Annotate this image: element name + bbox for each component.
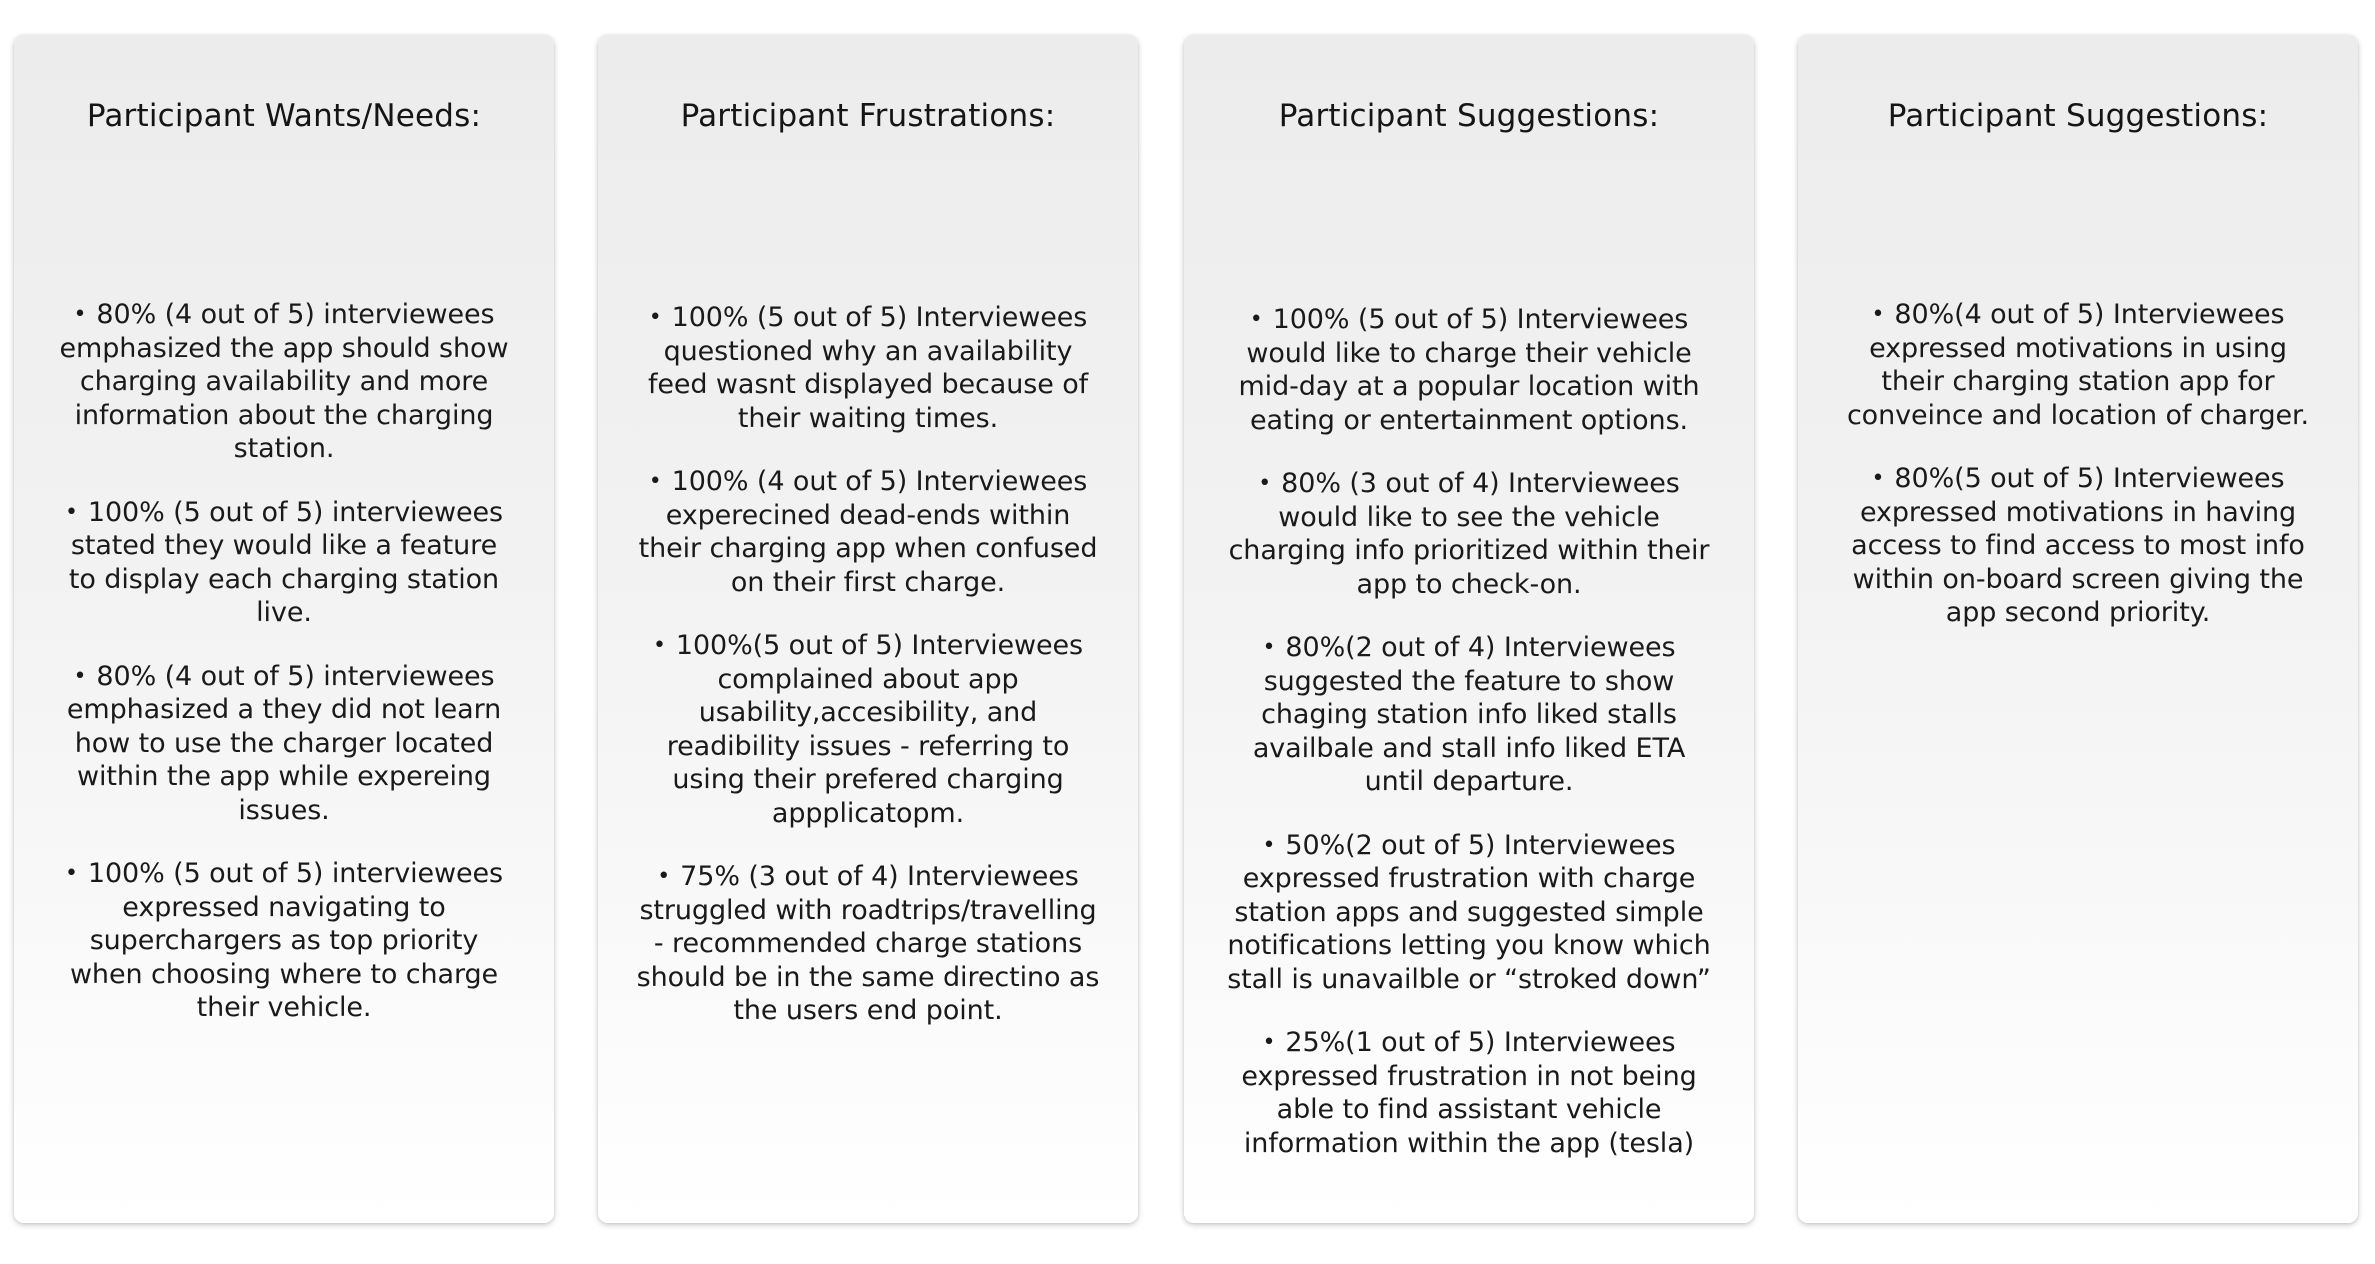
list-item bbox=[59, 496, 509, 630]
list-item bbox=[1846, 298, 2310, 432]
suggestions-card bbox=[1184, 35, 1754, 1223]
suggestions-card-secondary bbox=[1798, 35, 2358, 1223]
list-item bbox=[636, 465, 1100, 599]
list-item bbox=[1222, 829, 1716, 997]
findings-list bbox=[1846, 298, 2310, 660]
list-item-text: 100% (4 out of 5) Interviewees experecined dead-ends within their charging app when confused on their first charge. bbox=[638, 466, 1098, 598]
list-item-text: 100%(5 out of 5) Interviewees complained about app usability,accesibility, and readibility issues - referring to using their prefered charging appplicatopm. bbox=[666, 630, 1083, 829]
bullet-icon: • bbox=[1871, 302, 1885, 327]
bullet-icon: • bbox=[648, 469, 662, 494]
list-item-text: 80%(4 out of 5) Interviewees expressed motivations in using their charging station app for conveince and location of charger. bbox=[1846, 299, 2310, 431]
bullet-icon: • bbox=[1262, 832, 1276, 858]
frustrations-card bbox=[598, 35, 1138, 1223]
bullet-icon: • bbox=[1871, 466, 1885, 491]
list-item-text: 100% (5 out of 5) interviewees stated they would like a feature to display each charging station live. bbox=[68, 496, 504, 628]
list-item-text: 80%(5 out of 5) Interviewees expressed motivations in having access to find access to most info within on-board screen giving the app second priority. bbox=[1851, 463, 2305, 628]
list-item bbox=[59, 857, 509, 1025]
list-item-text: 75% (3 out of 4) Interviewees struggled with roadtrips/travelling - recommended charge stations should be in the same directino as the users end point. bbox=[636, 861, 1100, 1026]
list-item bbox=[1222, 467, 1716, 601]
list-item-text: 100% (5 out of 5) interviewees expressed navigating to superchargers as top priority when choosing where to charge their vehicle. bbox=[69, 858, 504, 1023]
list-item bbox=[636, 860, 1100, 1028]
list-item bbox=[1222, 631, 1716, 799]
bullet-icon: • bbox=[1249, 307, 1263, 332]
list-item bbox=[1222, 303, 1716, 437]
bullet-icon: • bbox=[652, 633, 666, 658]
list-item bbox=[59, 660, 509, 828]
list-item-text: 100% (5 out of 5) Interviewees would like to charge their vehicle mid-day at a popular location with eating or entertainment options. bbox=[1238, 304, 1700, 436]
bullet-icon: • bbox=[648, 305, 662, 330]
list-item-text: 80% (3 out of 4) Interviewees would like to see the vehicle charging info prioritized within their app to check-on. bbox=[1228, 468, 1710, 600]
bullet-icon: • bbox=[657, 864, 671, 889]
list-item-text: 25%(1 out of 5) Interviewees expressed frustration in not being able to find assistant vehicle information within the app (tesla) bbox=[1241, 1027, 1697, 1159]
bullet-icon: • bbox=[64, 499, 78, 525]
bullet-icon: • bbox=[1258, 471, 1272, 496]
bullet-icon: • bbox=[64, 861, 78, 886]
findings-list bbox=[636, 301, 1100, 1058]
findings-list bbox=[1222, 303, 1716, 1190]
card-title: Participant Frustrations: bbox=[680, 98, 1056, 134]
list-item bbox=[1846, 462, 2310, 630]
list-item bbox=[59, 298, 509, 466]
bullet-icon: • bbox=[73, 302, 87, 327]
bullet-icon: • bbox=[1262, 635, 1276, 660]
list-item bbox=[636, 301, 1100, 435]
list-item bbox=[636, 629, 1100, 830]
card-title: Participant Suggestions: bbox=[1278, 98, 1660, 134]
list-item-text: 50%(2 out of 5) Interviewees expressed frustration with charge station apps and suggested simple notifications letting you know which stall is unavailble or “stroked down” bbox=[1227, 829, 1711, 995]
wants-needs-card bbox=[14, 35, 554, 1223]
bullet-icon: • bbox=[1262, 1030, 1276, 1055]
list-item bbox=[1222, 1026, 1716, 1160]
list-item-text: 100% (5 out of 5) Interviewees questioned why an availability feed wasnt displayed because of their waiting times. bbox=[647, 302, 1089, 434]
card-title: Participant Wants/Needs: bbox=[86, 98, 482, 134]
findings-list bbox=[59, 298, 509, 1055]
card-title: Participant Suggestions: bbox=[1887, 98, 2269, 134]
list-item-text: 80%(2 out of 4) Interviewees suggested the feature to show chaging station info liked stalls availbale and stall info liked ETA until departure. bbox=[1252, 632, 1686, 797]
list-item-text: 80% (4 out of 5) interviewees emphasized the app should show charging availability and more information about the charging station. bbox=[59, 299, 509, 464]
bullet-icon: • bbox=[73, 663, 87, 689]
list-item-text: 80% (4 out of 5) interviewees emphasized a they did not learn how to use the charger located within the app while expereing issues. bbox=[66, 660, 502, 826]
